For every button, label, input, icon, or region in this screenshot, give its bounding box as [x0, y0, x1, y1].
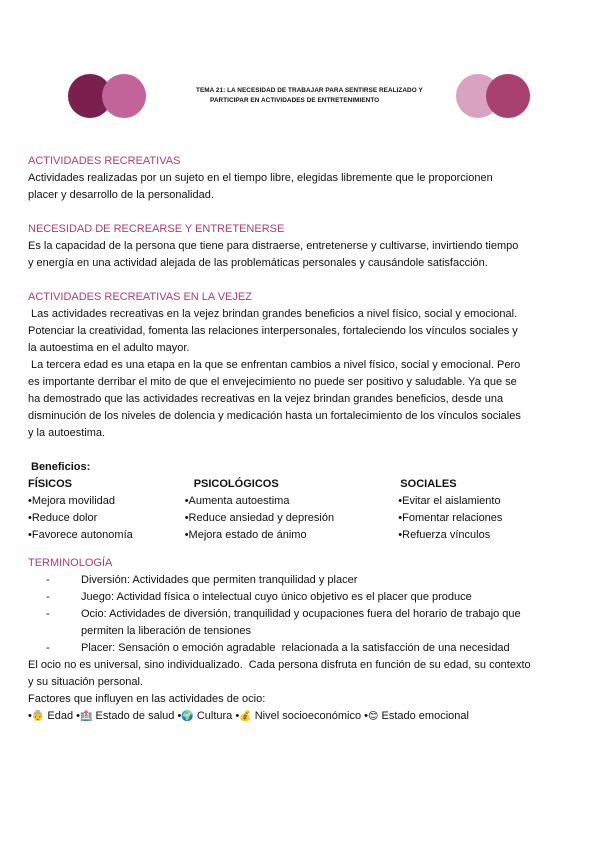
page-title-line2: PARTICIPAR EN ACTIVIDADES DE ENTRETENIMIENTO [210, 96, 380, 104]
section-title-vejez: ACTIVIDADES RECREATIVAS EN LA VEJEZ [28, 291, 252, 303]
list-item: •Reduce dolor [28, 512, 98, 524]
terminology-text-cont: permiten la liberación de tensiones [81, 625, 251, 637]
benefits-column-sociales [398, 476, 548, 544]
paragraph-line: y su situación personal. [28, 676, 143, 688]
list-item: •Evitar el aislamiento [398, 495, 501, 507]
factor-label-salud: Estado de salud [92, 710, 178, 722]
dash-bullet: - [46, 574, 50, 586]
section-title-recreativas: ACTIVIDADES RECREATIVAS [28, 155, 181, 167]
factor-label-edad: Edad [44, 710, 77, 722]
hospital-icon: 🏥 [79, 711, 93, 722]
globe-icon: 🌍 [181, 711, 194, 722]
list-item: •Mejora movilidad [28, 495, 115, 507]
list-item: •Reduce ansiedad y depresión [184, 512, 335, 524]
document-body [28, 153, 548, 725]
dash-bullet: - [46, 608, 50, 620]
factor-bullet: • [364, 710, 369, 722]
paragraph-line: Las actividades recreativas en la vejez brindan grandes beneficios a nivel físico, social y emocional. [28, 308, 518, 320]
terminology-item [28, 640, 548, 657]
paragraph-line: disminución de los niveles de dolencia y medicación hasta un fortalecimiento de los vínculos sociales [28, 410, 521, 422]
dash-bullet: - [46, 591, 50, 603]
money-bag-icon: 💰 [239, 711, 252, 722]
circle-deep-icon [486, 74, 530, 118]
paragraph-line: la autoestima en el adulto mayor. [28, 342, 190, 354]
paragraph-line: Actividades realizadas por un sujeto en el tiempo libre, elegidas libremente que le proporcionen [28, 172, 493, 184]
column-header-sociales: SOCIALES [400, 478, 457, 490]
paragraph-line: y la autoestima. [28, 427, 106, 439]
benefits-column-psicologicos [185, 476, 399, 544]
benefits-heading: Beneficios: [31, 461, 91, 473]
factor-bullet: • [177, 710, 182, 722]
paragraph-line: El ocio no es universal, sino individualizado. Cada persona disfruta en función de su edad, su contexto [28, 659, 531, 671]
paragraph-line: Es la capacidad de la persona que tiene para distraerse, entretenerse y cultivarse, invirtiendo tiempo [28, 240, 519, 252]
terminology-text: Juego: Actividad física o intelectual cuyo único objetivo es el placer que produce [81, 591, 472, 603]
paragraph-line: Potenciar la creatividad, fomenta las relaciones interpersonales, fortaleciendo los vínculos sociales y [28, 325, 518, 337]
paragraph-line: ha demostrado que las actividades recreativas en la vejez brindan grandes beneficios, desde una [28, 393, 504, 405]
terminology-list [28, 572, 548, 657]
paragraph-line: y energía en una actividad alejada de las problemáticas personales y causándole satisfacción. [28, 257, 488, 269]
factor-bullet: • [235, 710, 240, 722]
paragraph-line: La tercera edad es una etapa en la que se enfrentan cambios a nivel físico, social y emocional. Pero [28, 359, 521, 371]
factors-intro: Factores que influyen en las actividades de ocio: [28, 693, 266, 705]
factor-bullet: • [28, 710, 32, 722]
page-title-line1: TEMA 21: LA NECESIDAD DE TRABAJAR PARA SENTIRSE REALIZADO Y [196, 87, 423, 94]
factor-label-socioeconomico: Nivel socioeconómico [251, 710, 365, 722]
page-title [196, 86, 446, 105]
list-item: •Favorece autonomía [28, 529, 133, 541]
terminology-item [28, 589, 548, 606]
list-item: •Refuerza vínculos [398, 529, 491, 541]
section-title-necesidad: NECESIDAD DE RECREARSE Y ENTRETENERSE [28, 223, 285, 235]
smiling-face-icon: 😊 [368, 711, 379, 722]
list-item: •Aumenta autoestima [184, 495, 290, 507]
paragraph-line: placer y desarrollo de la personalidad. [28, 189, 214, 201]
terminology-text: Placer: Sensación o emoción agradable relacionada a la satisfacción de una necesidad [81, 642, 510, 654]
terminology-item [28, 572, 548, 589]
factor-label-emocional: Estado emocional [378, 710, 469, 722]
terminology-text: Diversión: Actividades que permiten tranquilidad y placer [81, 574, 358, 586]
factors-list [28, 708, 548, 725]
benefits-column-fisicos [28, 476, 185, 544]
circle-mid-icon [102, 74, 146, 118]
terminology-item [28, 606, 548, 640]
benefits-table [28, 476, 548, 544]
column-header-fisicos: FÍSICOS [28, 478, 73, 490]
paragraph-line: es importante derribar el mito de que el envejecimiento no puede ser positivo y saludable. Ya que se [28, 376, 517, 388]
section-title-terminologia: TERMINOLOGÍA [28, 557, 113, 569]
factor-bullet: • [76, 710, 80, 722]
factor-label-cultura: Cultura [193, 710, 236, 722]
elderly-person-icon: 👵 [31, 711, 45, 722]
list-item: •Mejora estado de ánimo [184, 529, 307, 541]
terminology-text: Ocio: Actividades de diversión, tranquilidad y ocupaciones fuera del horario de trabajo que [81, 608, 521, 620]
dash-bullet: - [46, 642, 50, 654]
column-header-psicologicos: PSICOLÓGICOS [193, 478, 279, 490]
list-item: •Fomentar relaciones [398, 512, 503, 524]
